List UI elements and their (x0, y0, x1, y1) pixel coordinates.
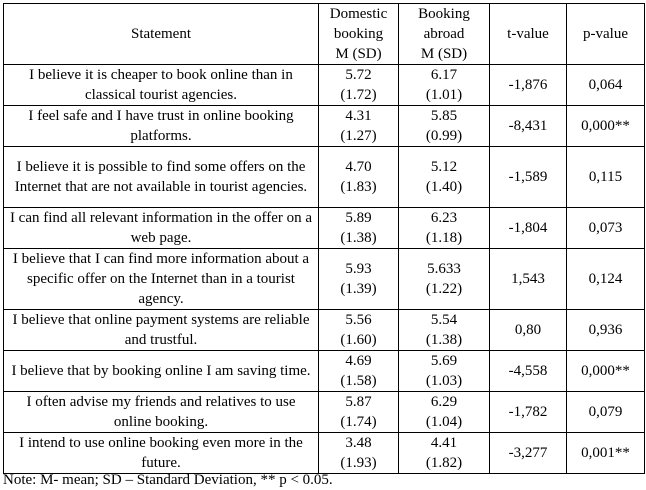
t-value-cell (490, 310, 567, 351)
t-value-cell (490, 106, 567, 147)
p-value: 0,064 (588, 77, 623, 93)
domestic-cell (319, 106, 399, 147)
t-value-cell (490, 249, 567, 310)
abroad-cell (399, 433, 490, 474)
t-value-cell (490, 351, 567, 392)
statement-cell (4, 392, 319, 433)
t-value: -4,558 (508, 363, 548, 379)
header-abroad (399, 4, 490, 65)
table-row (4, 249, 645, 310)
domestic-sd: (1.83) (340, 179, 377, 195)
statement-text: I believe that by booking online I am saving time. (11, 363, 311, 379)
t-value-cell (490, 65, 567, 106)
t-value-cell (490, 392, 567, 433)
abroad-mean: 5.54 (430, 312, 458, 328)
statement-cell (4, 147, 319, 208)
t-value: -8,431 (508, 118, 548, 134)
statement-text: I believe that online payment systems are reliable and trustful. (12, 312, 310, 348)
abroad-mean: 6.23 (430, 210, 458, 226)
header-statement: Statement (4, 4, 319, 65)
t-value: -1,589 (508, 169, 548, 185)
abroad-sd: (1.22) (425, 281, 463, 297)
statement-cell (4, 208, 319, 249)
abroad-sd: (1.03) (425, 373, 463, 389)
header-p-value: p-value (567, 4, 645, 65)
table-row (4, 351, 645, 392)
abroad-cell (399, 310, 490, 351)
table-row (4, 433, 645, 474)
abroad-cell (399, 208, 490, 249)
t-value: -1,804 (508, 220, 548, 236)
statement-text: I believe it is possible to find some offers on the Internet that are not available in tourist agencies. (14, 159, 308, 195)
p-value-cell (567, 65, 645, 106)
p-value: 0,000** (581, 363, 630, 379)
abroad-sd: (1.01) (425, 87, 463, 103)
statement-text: I often advise my friends and relatives to use online booking. (26, 394, 296, 430)
results-table (3, 3, 645, 474)
header-domestic (319, 4, 399, 65)
header-domestic-line1: Domestic (329, 6, 388, 22)
domestic-mean: 5.56 (345, 312, 372, 328)
abroad-cell (399, 106, 490, 147)
t-value: 0,80 (514, 322, 542, 338)
p-value-cell (567, 392, 645, 433)
domestic-mean: 4.31 (345, 108, 372, 124)
p-value: 0,936 (588, 322, 623, 338)
p-value: 0,115 (588, 169, 623, 185)
table-row (4, 106, 645, 147)
domestic-mean: 4.69 (345, 353, 372, 369)
t-value: -1,876 (508, 77, 548, 93)
p-value-cell (567, 351, 645, 392)
p-value-cell (567, 106, 645, 147)
domestic-cell (319, 351, 399, 392)
p-value-cell (567, 208, 645, 249)
domestic-cell (319, 392, 399, 433)
abroad-sd: (0.99) (425, 128, 463, 144)
domestic-cell (319, 147, 399, 208)
header-domestic-line3: M (SD) (335, 46, 382, 62)
statement-text: I believe that I can find more information about a specific offer on the Internet than in a tourist agency. (12, 251, 310, 307)
domestic-mean: 5.87 (345, 394, 372, 410)
domestic-mean: 4.70 (345, 159, 372, 175)
abroad-mean: 6.29 (430, 394, 458, 410)
t-value: -3,277 (508, 445, 548, 461)
domestic-mean: 5.93 (345, 261, 372, 277)
abroad-cell (399, 249, 490, 310)
header-domestic-line2: booking (333, 26, 384, 42)
table-row (4, 208, 645, 249)
domestic-sd: (1.39) (340, 281, 377, 297)
p-value-cell (567, 310, 645, 351)
statement-cell (4, 351, 319, 392)
abroad-mean: 5.12 (430, 159, 458, 175)
table-row (4, 392, 645, 433)
p-value: 0,001** (581, 445, 630, 461)
domestic-mean: 5.89 (345, 210, 372, 226)
abroad-cell (399, 351, 490, 392)
abroad-sd: (1.38) (425, 332, 463, 348)
p-value: 0,124 (588, 271, 623, 287)
header-abroad-line1: Booking (418, 6, 470, 22)
abroad-cell (399, 392, 490, 433)
domestic-sd: (1.93) (340, 455, 377, 471)
header-t-value: t-value (490, 4, 567, 65)
domestic-sd: (1.74) (340, 414, 377, 430)
abroad-mean: 4.41 (430, 435, 458, 451)
statement-text: I feel safe and I have trust in online booking platforms. (28, 108, 294, 144)
abroad-sd: (1.40) (425, 179, 463, 195)
statement-cell (4, 249, 319, 310)
abroad-sd: (1.82) (425, 455, 463, 471)
statement-text: I believe it is cheaper to book online than in classical tourist agencies. (29, 67, 293, 103)
statement-cell (4, 310, 319, 351)
abroad-mean: 5.633 (427, 261, 461, 277)
p-value: 0,073 (588, 220, 623, 236)
table-row (4, 65, 645, 106)
header-abroad-line2: abroad (423, 26, 465, 42)
table-row (4, 310, 645, 351)
t-value-cell (490, 433, 567, 474)
t-value-cell (490, 208, 567, 249)
domestic-mean: 5.72 (345, 67, 372, 83)
abroad-sd: (1.18) (425, 230, 463, 246)
domestic-sd: (1.60) (340, 332, 377, 348)
domestic-cell (319, 433, 399, 474)
p-value: 0,000** (581, 118, 630, 134)
abroad-mean: 6.17 (430, 67, 458, 83)
header-row (4, 4, 645, 65)
statement-cell (4, 65, 319, 106)
abroad-mean: 5.69 (430, 353, 458, 369)
p-value-cell (567, 433, 645, 474)
domestic-sd: (1.27) (340, 128, 377, 144)
t-value: -1,782 (508, 404, 548, 420)
t-value-cell (490, 147, 567, 208)
statement-text: I intend to use online booking even more in the future. (19, 435, 303, 471)
abroad-mean: 5.85 (430, 108, 458, 124)
abroad-cell (399, 65, 490, 106)
table-note: Note: M- mean; SD – Standard Deviation, ** p < 0.05. (3, 472, 333, 488)
p-value-cell (567, 147, 645, 208)
abroad-sd: (1.04) (425, 414, 463, 430)
statement-text: I can find all relevant information in the offer on a web page. (9, 210, 313, 246)
p-value-cell (567, 249, 645, 310)
header-abroad-line3: M (SD) (420, 46, 468, 62)
domestic-mean: 3.48 (345, 435, 372, 451)
domestic-cell (319, 208, 399, 249)
table-row (4, 147, 645, 208)
domestic-sd: (1.72) (340, 87, 377, 103)
domestic-sd: (1.58) (340, 373, 377, 389)
p-value: 0,079 (588, 404, 623, 420)
domestic-cell (319, 310, 399, 351)
abroad-cell (399, 147, 490, 208)
statement-cell (4, 106, 319, 147)
domestic-cell (319, 65, 399, 106)
t-value: 1,543 (511, 271, 545, 287)
statement-cell (4, 433, 319, 474)
domestic-cell (319, 249, 399, 310)
domestic-sd: (1.38) (340, 230, 377, 246)
